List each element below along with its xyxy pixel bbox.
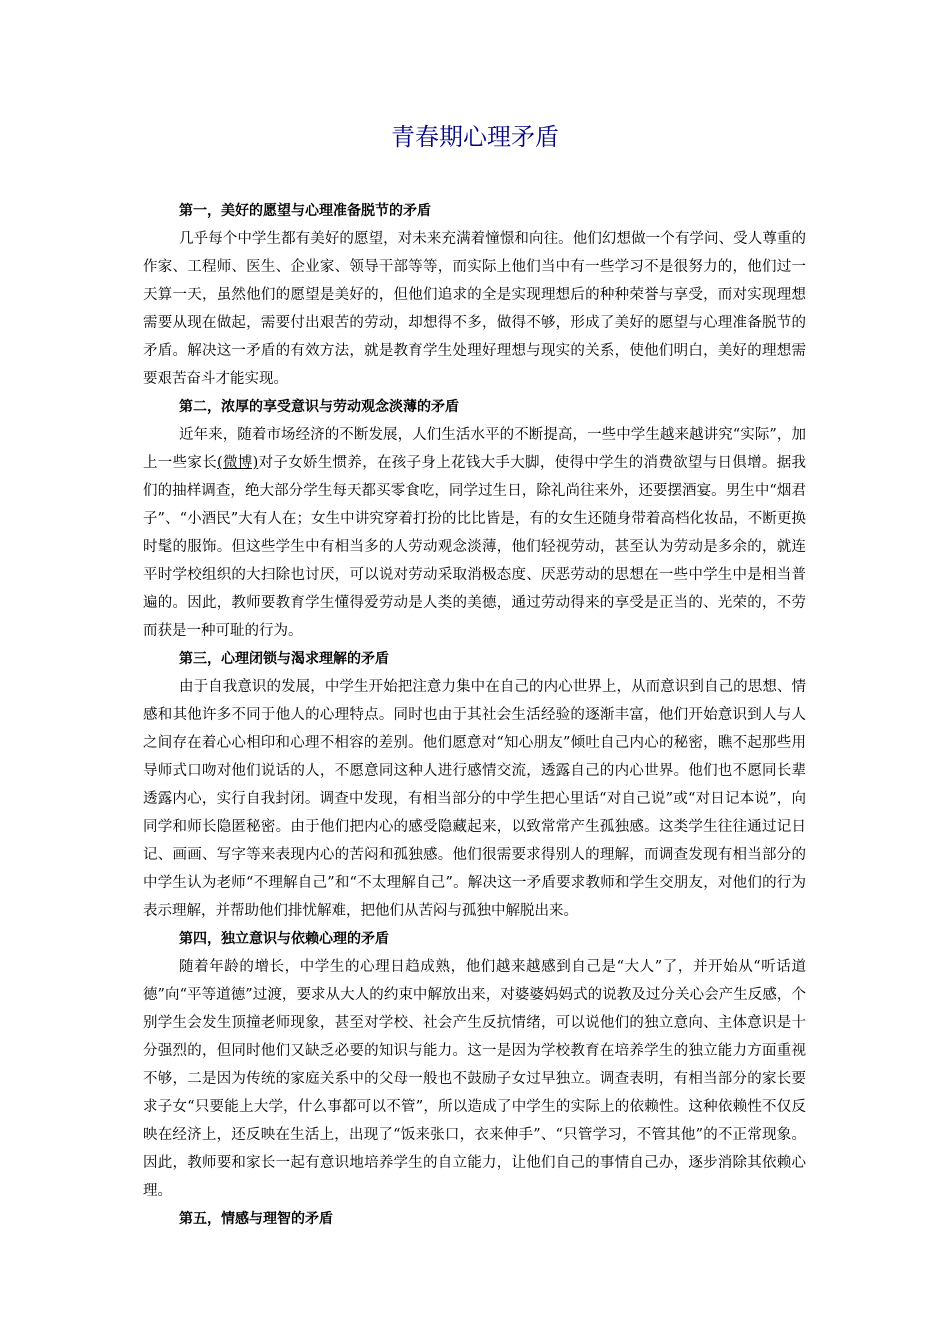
section-heading-5: 第五，情感与理智的矛盾 xyxy=(179,1211,333,1227)
section-heading-3: 第三，心理闭锁与渴求理解的矛盾 xyxy=(179,651,389,667)
section-text-2 xyxy=(143,421,806,645)
page-title: 青春期心理矛盾 xyxy=(391,123,559,151)
section-heading-1: 第一，美好的愿望与心理准备脱节的矛盾 xyxy=(179,203,431,219)
document-body xyxy=(143,197,806,1233)
section-heading-4: 第四，独立意识与依赖心理的矛盾 xyxy=(179,931,389,947)
weibo-link[interactable]: (微博) xyxy=(217,455,259,471)
section-text-2-part-1: 近年来，随着市场经济的不断发展，人们生活水平的不断提高，一些中学生越来越讲究“实际”，加上一些家长 xyxy=(143,427,806,471)
section-text-2-part-2: 对子女娇生惯养，在孩子身上花钱大手大脚，使得中学生的消费欲望与日俱增。据我们的抽样调查，绝大部分学生每天都买零食吃，同学过生日，除礼尚往来外，还要摆酒宴。男生中“烟君子”、“小酒民”大有人在；女生中讲究穿着打扮的比比皆是，有的女生还随身带着高档化妆品，不断更换时髦的服饰。但这些学生中有相当多的人劳动观念淡薄，他们轻视劳动，甚至认为劳动是多余的，就连平时学校组织的大扫除也讨厌，可以说对劳动采取消极态度、厌恶劳动的思想在一些中学生中是相当普遍的。因此，教师要教育学生懂得爱劳动是人类的美德，通过劳动得来的享受是正当的、光荣的，不劳而获是一种可耻的行为。 xyxy=(143,455,807,639)
section-text-4: 随着年龄的增长，中学生的心理日趋成熟，他们越来越感到自己是“大人”了，并开始从“听话道德”向“平等道德”过渡，要求从大人的约束中解放出来，对婆婆妈妈式的说教及过分关心会产生反感，个别学生会发生顶撞老师现象，甚至对学校、社会产生反抗情绪，可以说他们的独立意向、主体意识是十分强烈的，但同时他们又缺乏必要的知识与能力。这一是因为学校教育在培养学生的独立能力方面重视不够，二是因为传统的家庭关系中的父母一般也不鼓励子女过早独立。调查表明，有相当部分的家长要求子女“只要能上大学，什么事都可以不管”，所以造成了中学生的实际上的依赖性。这种依赖性不仅反映在经济上，还反映在生活上，出现了“饭来张口，衣来伸手”、“只管学习，不管其他”的不正常现象。因此，教师要和家长一起有意识地培养学生的自立能力，让他们自己的事情自己办，逐步消除其依赖心理。 xyxy=(143,959,806,1199)
section-text-1: 几乎每个中学生都有美好的愿望，对未来充满着憧憬和向往。他们幻想做一个有学问、受人尊重的作家、工程师、医生、企业家、领导干部等等，而实际上他们当中有一些学习不是很努力的，他们过一天算一天，虽然他们的愿望是美好的，但他们追求的全是实现理想后的种种荣誉与享受，而对实现理想需要从现在做起，需要付出艰苦的劳动，却想得不多，做得不够，形成了美好的愿望与心理准备脱节的矛盾。解决这一矛盾的有效方法，就是教育学生处理好理想与现实的关系，使他们明白，美好的理想需要艰苦奋斗才能实现。 xyxy=(143,231,806,387)
section-heading-2: 第二，浓厚的享受意识与劳动观念淡薄的矛盾 xyxy=(179,399,459,415)
section-text-3: 由于自我意识的发展，中学生开始把注意力集中在自己的内心世界上，从而意识到自己的思想、情感和其他许多不同于他人的心理特点。同时也由于其社会生活经验的逐渐丰富，他们开始意识到人与人之间存在着心心相印和心理不相容的差别。他们愿意对“知心朋友”倾吐自己内心的秘密，瞧不起那些用导师式口吻对他们说话的人，不愿意同这种人进行感情交流，透露自己的内心世界。他们也不愿同长辈透露内心，实行自我封闭。调查中发现，有相当部分的中学生把心里话“对自己说”或“对日记本说”，向同学和师长隐匿秘密。由于他们把内心的感受隐藏起来，以致常常产生孤独感。这类学生往往通过记日记、画画、写字等来表现内心的苦闷和孤独感。他们很需要求得别人的理解，而调查发现有相当部分的中学生认为老师“不理解自己”和“不太理解自己”。解决这一矛盾要求教师和学生交朋友，对他们的行为表示理解，并帮助他们排忧解难，把他们从苦闷与孤独中解脱出来。 xyxy=(143,679,806,919)
